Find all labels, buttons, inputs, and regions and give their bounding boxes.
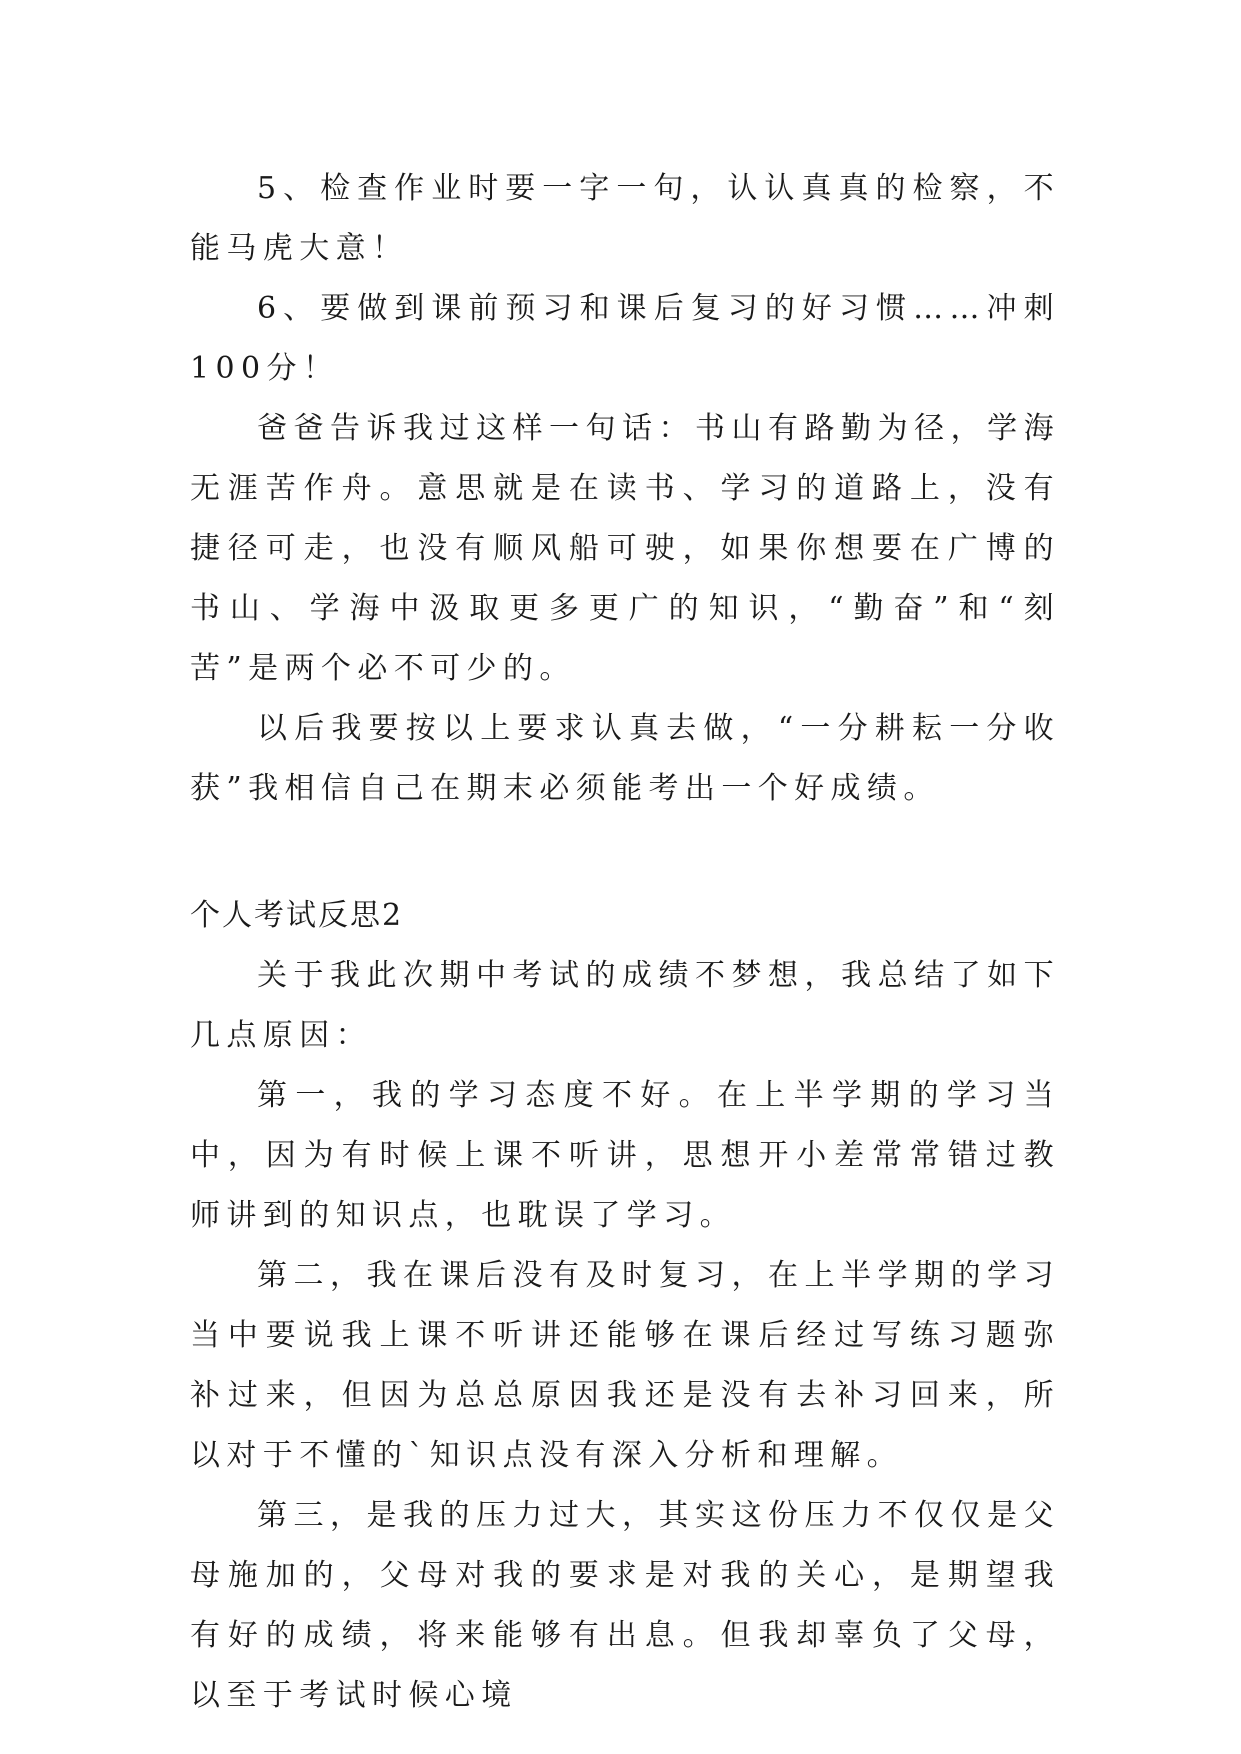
- paragraph-item-5: 5、检查作业时要一字一句，认认真真的检察，不能马虎大意！: [190, 171, 1060, 266]
- paragraph-reason-second: 第二，我在课后没有及时复习，在上半学期的学习当中要说我上课不听讲还能够在课后经过写练习题弥补过来，但因为总总原因我还是没有去补习回来，所以对于不懂的`知识点没有深入分析和理解。: [190, 1258, 1060, 1473]
- section-title: 个人考试反思2: [190, 898, 404, 933]
- paragraph-reason-first: 第一，我的学习态度不好。在上半学期的学习当中，因为有时候上课不听讲，思想开小差常常错过教师讲到的知识点，也耽误了学习。: [190, 1078, 1060, 1233]
- section-gap: [190, 819, 1060, 886]
- paragraph-intro: 关于我此次期中考试的成绩不梦想，我总结了如下几点原因：: [190, 958, 1060, 1053]
- paragraph-father-quote: 爸爸告诉我过这样一句话：书山有路勤为径，学海无涯苦作舟。意思就是在读书、学习的道路上，没有捷径可走，也没有顺风船可驶，如果你想要在广博的书山、学海中汲取更多更广的知识，“勤奋”和“刻苦”是两个必不可少的。: [190, 411, 1060, 686]
- paragraph-item-6: 6、要做到课前预习和课后复习的好习惯……冲刺100分！: [190, 291, 1060, 386]
- paragraph-reason-third: 第三，是我的压力过大，其实这份压力不仅仅是父母施加的，父母对我的要求是对我的关心，是期望我有好的成绩，将来能够有出息。但我却辜负了父母，以至于考试时候心境: [190, 1498, 1060, 1713]
- document-body: [190, 159, 1060, 1726]
- paragraph-future-plan: 以后我要按以上要求认真去做，“一分耕耘一分收获”我相信自己在期末必须能考出一个好成绩。: [190, 711, 1060, 806]
